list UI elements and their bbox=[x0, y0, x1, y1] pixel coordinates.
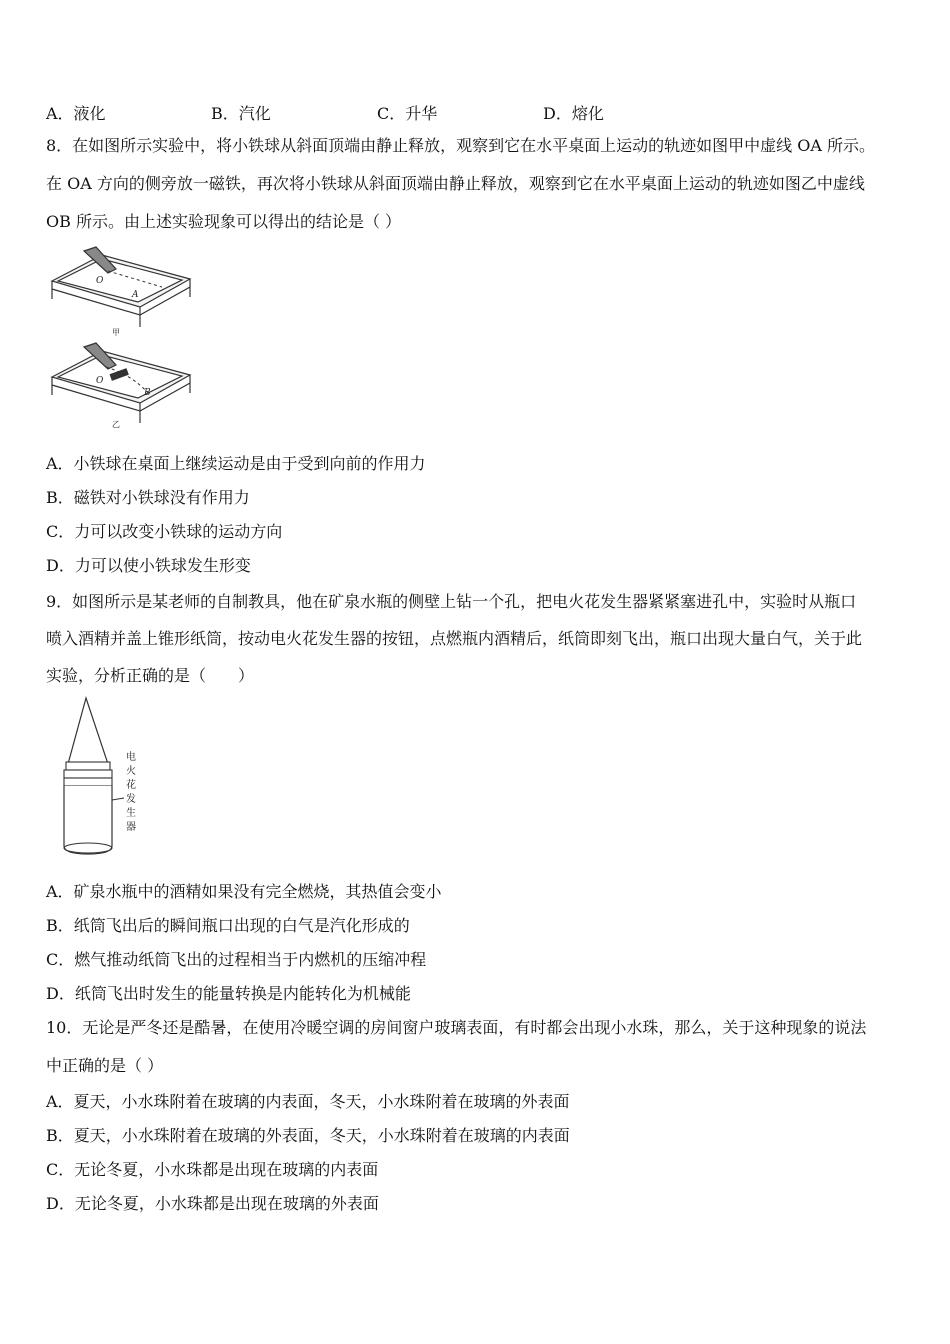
q9-stem-line-1: 9．如图所示是某老师的自制教具，他在矿泉水瓶的侧壁上钻一个孔，把电火花发生器紧紧塞进孔中，实验时从瓶口 bbox=[46, 592, 857, 611]
caption-jia: 甲 bbox=[112, 328, 120, 337]
q10-option-c: C．无论冬夏，小水珠都是出现在玻璃的内表面 bbox=[46, 1160, 379, 1179]
q8-figure bbox=[44, 243, 204, 433]
q7-option-b: B．汽化 bbox=[211, 104, 271, 123]
q8-figure-svg bbox=[44, 243, 204, 433]
spark-label-6: 器 bbox=[126, 822, 136, 833]
q8-stem-line-1: 8．在如图所示实验中，将小铁球从斜面顶端由静止释放，观察到它在水平桌面上运动的轨迹如图甲中虚线 OA 所示。 bbox=[46, 136, 876, 155]
label-b: B bbox=[144, 388, 151, 398]
table-jia bbox=[52, 255, 190, 327]
spark-generator-pointer bbox=[112, 798, 124, 800]
bottle-ring-1 bbox=[66, 762, 110, 770]
caption-yi: 乙 bbox=[112, 420, 120, 429]
q7-option-d: D．熔化 bbox=[543, 104, 604, 123]
q10-option-a: A．夏天，小水珠附着在玻璃的内表面，冬天，小水珠附着在玻璃的外表面 bbox=[46, 1092, 570, 1111]
spark-label-3: 花 bbox=[126, 780, 136, 791]
table-yi bbox=[52, 351, 190, 423]
label-a: A bbox=[132, 290, 139, 300]
label-o1: O bbox=[96, 276, 104, 286]
spark-label-1: 电 bbox=[126, 752, 136, 763]
bottle-body bbox=[64, 786, 112, 854]
spark-label-2: 火 bbox=[126, 766, 136, 777]
q7-option-c: C．升华 bbox=[377, 104, 438, 123]
q9-figure bbox=[56, 696, 156, 862]
q10-option-b: B．夏天，小水珠附着在玻璃的外表面，冬天，小水珠附着在玻璃的内表面 bbox=[46, 1126, 570, 1145]
spark-label-4: 发 bbox=[126, 794, 136, 805]
q9-figure-svg bbox=[56, 696, 156, 862]
q7-option-a: A．液化 bbox=[46, 104, 106, 123]
bottle-ring-2 bbox=[64, 770, 112, 778]
q9-stem-line-3: 实验，分析正确的是（ ） bbox=[46, 666, 255, 685]
q9-option-c: C．燃气推动纸筒飞出的过程相当于内燃机的压缩冲程 bbox=[46, 950, 427, 969]
q8-option-b: B．磁铁对小铁球没有作用力 bbox=[46, 488, 250, 507]
spark-label-5: 生 bbox=[126, 808, 136, 819]
q9-option-d: D．纸筒飞出时发生的能量转换是内能转化为机械能 bbox=[46, 984, 411, 1003]
q10-stem-line-2: 中正确的是（ ） bbox=[46, 1056, 164, 1075]
q10-stem-line-1: 10．无论是严冬还是酷暑，在使用冷暖空调的房间窗户玻璃表面，有时都会出现小水珠，那么，关于这种现象的说法 bbox=[46, 1018, 867, 1037]
q8-option-c: C．力可以改变小铁球的运动方向 bbox=[46, 522, 283, 541]
q9-option-a: A．矿泉水瓶中的酒精如果没有完全燃烧，其热值会变小 bbox=[46, 882, 442, 901]
paper-cone bbox=[68, 698, 108, 764]
q8-option-d: D．力可以使小铁球发生形变 bbox=[46, 556, 251, 575]
q10-option-d: D．无论冬夏，小水珠都是出现在玻璃的外表面 bbox=[46, 1194, 379, 1213]
q9-option-b: B．纸筒飞出后的瞬间瓶口出现的白气是汽化形成的 bbox=[46, 916, 410, 935]
q8-stem-line-2: 在 OA 方向的侧旁放一磁铁，再次将小铁球从斜面顶端由静止释放，观察到它在水平桌面上运动的轨迹如图乙中虚线 bbox=[46, 174, 865, 193]
q7-options bbox=[46, 101, 806, 123]
q9-stem-line-2: 喷入酒精并盖上锥形纸筒，按动电火花发生器的按钮，点燃瓶内酒精后，纸筒即刻飞出，瓶口出现大量白气，关于此 bbox=[46, 629, 863, 648]
label-o2: O bbox=[96, 376, 104, 386]
bottle-ring-3 bbox=[64, 778, 112, 786]
q8-stem-line-3: OB 所示。由上述实验现象可以得出的结论是（ ） bbox=[46, 212, 402, 231]
q8-option-a: A．小铁球在桌面上继续运动是由于受到向前的作用力 bbox=[46, 454, 426, 473]
